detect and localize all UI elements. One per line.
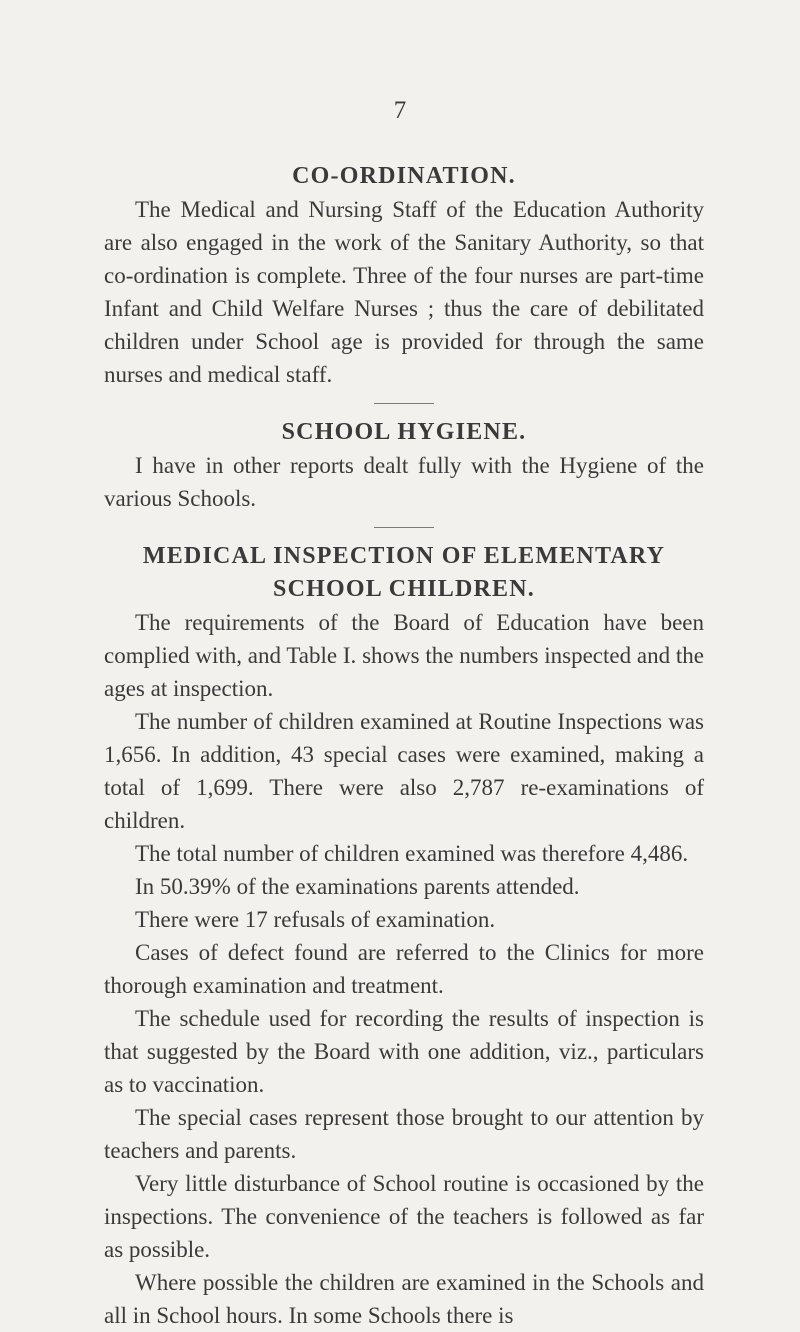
inspection-paragraph: In 50.39% of the examinations parents attended. xyxy=(135,874,580,899)
page-number: 7 xyxy=(393,97,407,124)
inspection-paragraph: The total number of children examined was therefore 4,486. xyxy=(135,841,689,866)
inspection-paragraph: The schedule used for recording the results of inspection is that suggested by the Board with one addition, viz., particulars as to vaccination. xyxy=(104,1006,704,1097)
page-content xyxy=(104,160,704,1332)
coordination-paragraph: The Medical and Nursing Staff of the Education Authority are also engaged in the work of the Sanitary Authority, so that co-ordination is complete. Three of the four nurses are part-time Infant and Child Welfare Nurses ; thus the care of debilitated children under School age is provided for through the same nurses and medical staff. xyxy=(104,197,704,387)
section-divider xyxy=(374,403,434,404)
inspection-paragraph: Where possible the children are examined in the Schools and all in School hours. In some Schools there is xyxy=(104,1270,704,1328)
medical-inspection-heading-line1: MEDICAL INSPECTION OF ELEMENTARY xyxy=(142,543,666,569)
medical-inspection-heading-line2: SCHOOL CHILDREN. xyxy=(273,576,535,602)
inspection-paragraph: There were 17 refusals of examination. xyxy=(135,907,496,932)
coordination-heading: CO-ORDINATION. xyxy=(292,163,516,189)
inspection-paragraph: Cases of defect found are referred to the Clinics for more thorough examination and treatment. xyxy=(104,940,704,998)
inspection-paragraph: The requirements of the Board of Education have been complied with, and Table I. shows the numbers inspected and the ages at inspection. xyxy=(104,610,704,701)
inspection-paragraph: The special cases represent those brought to our attention by teachers and parents. xyxy=(104,1105,704,1163)
inspection-paragraph: Very little disturbance of School routine is occasioned by the inspections. The convenience of the teachers is followed as far as possible. xyxy=(104,1171,704,1262)
school-hygiene-paragraph: I have in other reports dealt fully with the Hygiene of the various Schools. xyxy=(104,453,704,511)
school-hygiene-heading: SCHOOL HYGIENE. xyxy=(281,419,527,445)
section-divider xyxy=(374,527,434,528)
inspection-paragraph: The number of children examined at Routine Inspections was 1,656. In addition, 43 special cases were examined, making a total of 1,699. There were also 2,787 re-examinations of children. xyxy=(104,709,704,833)
